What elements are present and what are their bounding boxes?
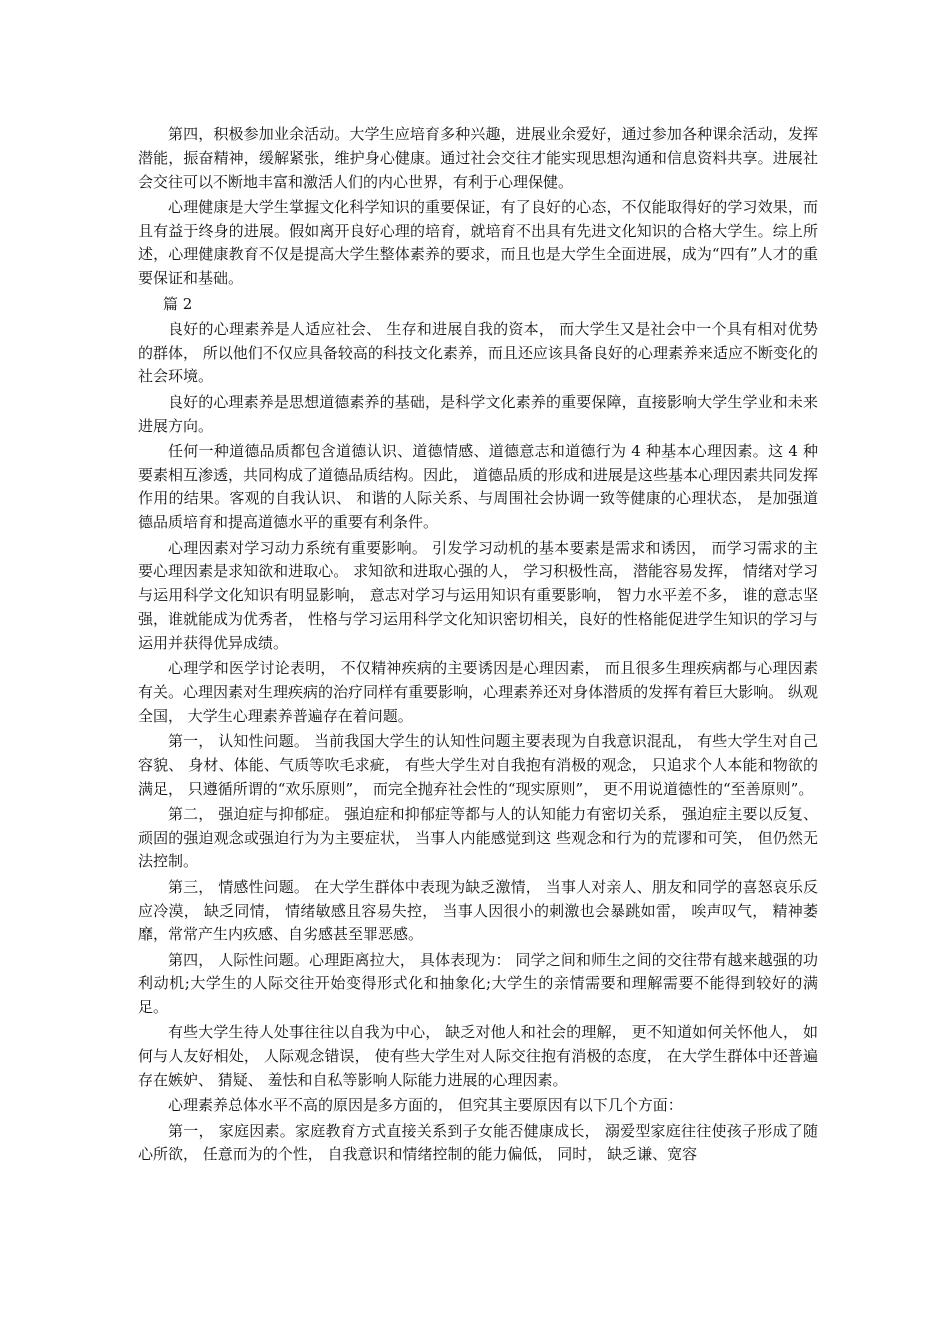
paragraph-emotional-problems: 第三， 情感性问题。 在大学生群体中表现为缺乏激情， 当事人对亲人、朋友和同学的喜怒哀乐反应冷漠， 缺乏同情， 情绪敏感且容易失控， 当事人因很小的刺激也会暴跳如雷， 唉声叹气， 精神萎靡，常常产生内疚感、自劣感甚至罪恶感。 [138, 877, 818, 944]
section-heading-pian-2: 篇 2 [163, 294, 193, 313]
paragraph-moral-foundation: 良好的心理素养是思想道德素养的基础，是科学文化素养的重要保障，直接影响大学生学业和未来进展方向。 [138, 392, 818, 435]
paragraph-family-factors: 第一， 家庭因素。家庭教育方式直接关系到子女能否健康成长， 溺爱型家庭往往使孩子形成了随心所欲， 任意而为的个性， 自我意识和情绪控制的能力偏低， 同时， 缺乏谦、宽容 [138, 1121, 818, 1164]
paragraph-cognitive-problems: 第一， 认知性问题。 当前我国大学生的认知性问题主要表现为自我意识混乱， 有些大学生对自己容貌、 身材、体能、气质等吹毛求疵， 有些大学生对自我抱有消极的观念， 只追求个人本能和物欲的满足， 只遵循所谓的“欢乐原则”， 而完全抛弃社会性的“现实原则”， 更不用说道德性的“至善原则”。 [138, 731, 818, 798]
paragraph-causes-intro: 心理素养总体水平不高的原因是多方面的， 但究其主要原因有以下几个方面： [168, 1096, 683, 1115]
paragraph-self-centered: 有些大学生待人处事往往以自我为中心， 缺乏对他人和社会的理解， 更不知道如何关怀他人， 如何与人友好相处， 人际观念错误， 使有些大学生对人际交往抱有消极的态度， 在大学生群体中还普遍存在嫉妒、 猜疑、 羞怯和自私等影响人际能力进展的心理因素。 [138, 1023, 818, 1090]
paragraph-moral-quality-factors: 任何一种道德品质都包含道德认识、道德情感、道德意志和道德行为 4 种基本心理因素。这 4 种要素相互渗透，共同构成了道德品质结构。因此， 道德品质的形成和进展是这些基本心理因素共同发挥作用的结果。客观的自我认识、 和谐的人际关系、与周围社会协调一致等健康的心理状态， 是加强道德品质培育和提高道德水平的重要有利条件。 [138, 441, 818, 532]
paragraph-psychological-quality-intro: 良好的心理素养是人适应社会、 生存和进展自我的资本， 而大学生又是社会中一个具有相对优势的群体， 所以他们不仅应具备较高的科技文化素养，而且还应该具备良好的心理素养来适应不断变化的社会环境。 [138, 319, 818, 386]
paragraph-medical-research: 心理学和医学讨论表明， 不仅精神疾病的主要诱因是心理因素， 而且很多生理疾病都与心理因素有关。心理因素对生理疾病的治疗同样有重要影响，心理素养还对身体潜质的发挥有着巨大影响。 纵观全国， 大学生心理素养普遍存在着问题。 [138, 659, 818, 725]
paragraph-mental-health-summary: 心理健康是大学生掌握文化科学知识的重要保证，有了良好的心态，不仅能取得好的学习效果，而且有益于终身的进展。假如离开良好心理的培育，就培育不出具有先进文化知识的合格大学生。综上所述，心理健康教育不仅是提高大学生整体素养的要求，而且也是大学生全面进展，成为“四有”人才的重要保证和基础。 [138, 197, 818, 288]
paragraph-extracurricular: 第四，积极参加业余活动。大学生应培育多种兴趣，进展业余爱好，通过参加各种课余活动，发挥潜能，振奋精神，缓解紧张，维护身心健康。通过社会交往才能实现思想沟通和信息资料共享。进展社会交往可以不断地丰富和激活人们的内心世界，有利于心理保健。 [138, 125, 818, 191]
paragraph-ocd-depression: 第二， 强迫症与抑郁症。 强迫症和抑郁症等都与人的认知能力有密切关系， 强迫症主要以反复、顽固的强迫观念或强迫行为为主要症状， 当事人内能感觉到这 些观念和行为的荒谬和可笑， 但仍然无法控制。 [138, 804, 818, 871]
paragraph-interpersonal-problems: 第四， 人际性问题。心理距离拉大， 具体表现为： 同学之间和师生之间的交往带有越来越强的功利动机;大学生的人际交往开始变得形式化和抽象化;大学生的亲情需要和理解需要不能得到较好的满足。 [138, 950, 818, 1017]
document-body [138, 123, 818, 1169]
paragraph-learning-motivation: 心理因素对学习动力系统有重要影响。 引发学习动机的基本要素是需求和诱因， 而学习需求的主要心理因素是求知欲和进取心。 求知欲和进取心强的人， 学习积极性高， 潜能容易发挥， 情绪对学习与运用科学文化知识有明显影响， 意志对学习与运用知识有重要影响， 智力水平差不多， 谁的意志坚强，谁就能成为优秀者， 性格与学习运用科学文化知识密切相关，良好的性格能促进学生知识的学习与运用并获得优异成绩。 [138, 538, 818, 652]
